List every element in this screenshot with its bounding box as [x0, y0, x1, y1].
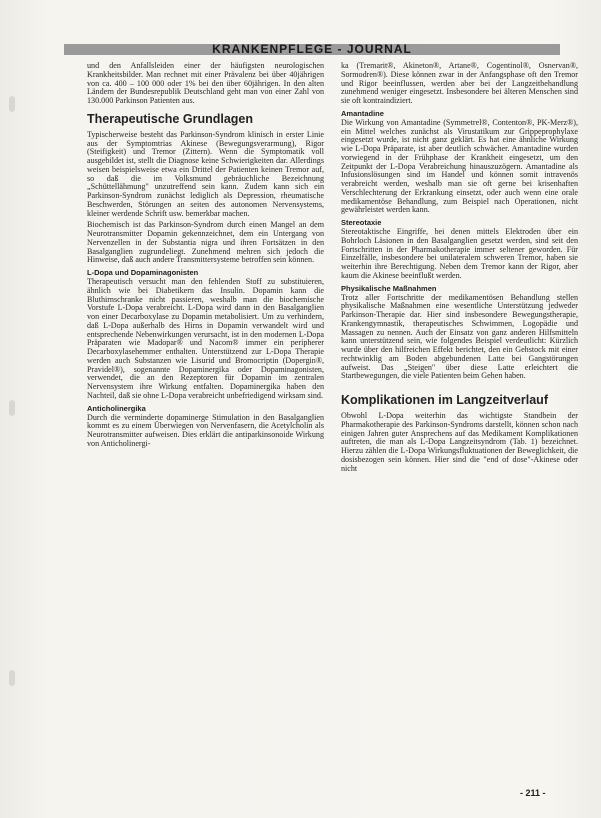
subheading-amantadine: Amantadine: [341, 108, 384, 118]
therapy-paragraph-2: Biochemisch ist das Parkinson-Syndrom durch einen Mangel an dem Neurotransmitter Dopamin gekennzeichnet, dem ein Untergang von Nervenzellen in der Substantia nigra und ihren Fortsätzen in den Basalganglien zugrundeliegt. Zunehmend mehren sich jedoch die Hinweise, daß auch andere Transmittersysteme betroffen sein können.: [87, 220, 324, 265]
subheading-physical: Physikalische Maßnahmen: [341, 283, 437, 293]
section-heading-complications: Komplikationen im Langzeitverlauf: [341, 393, 548, 407]
continuation-paragraph: ka (Tremarit®, Akineton®, Artane®, Cogentinol®, Osnervan®, Sormodren®). Diese können zwar in der Anfangsphase oft den Tremor und Rigor beeinflussen, werden aber bei der Langzeitbehandlung zunehmend weniger eingesetzt. Insbesondere bei älteren Menschen sind sie oft kontraindiziert.: [341, 61, 578, 105]
intro-paragraph: und den Anfallsleiden einer der häufigsten neurologischen Krankheitsbilder. Man rechnet mit einer Prävalenz bei über 40jährigen von ca. 400 – 100 000 oder 1% bei den über 60jährigen. In den alten Ländern der Bundesrepublik Deutschland geht man von einer Zahl von 130.000 Parkinson Patienten aus.: [87, 61, 324, 105]
complications-paragraph: Obwohl L-Dopa weiterhin das wichtigste Standbein der Pharmakotherapie des Parkinson-Syndroms darstellt, können schon nach einigen Jahren guter Ansprechens auf das Medikament Komplikationen auftreten, die man als L-Dopa Langzeitsyndrom (Tab. 1) bezeichnet. Hierzu zählen die L-Dopa Wirkungsfluktuationen der Beweglichkeit, die dosisbezogen sein können. Hier sind die "end of dose"-Akinese oder nicht: [341, 411, 578, 473]
journal-title: KRANKENPFLEGE - JOURNAL: [212, 42, 412, 56]
subheading-anticholinergika: Anticholinergika: [87, 403, 146, 413]
section-heading-therapy: Therapeutische Grundlagen: [87, 111, 254, 126]
punch-hole: [9, 670, 15, 686]
stereotaxie-paragraph: Stereotaktische Eingriffe, bei denen mittels Elektroden über ein Bohrloch Läsionen in den Basalganglien gesetzt werden, sind seit den Fortschritten in der Pharmakotherapie immer seltener geworden. Für Einzelfälle, insbesondere bei unilateralem schweren Tremor, haben sie weiterhin ihre Berechtigung. Neben dem Tremor kann der Rigor, aber kaum die Akinese beeinflußt werden.: [341, 227, 578, 280]
subheading-stereotaxie: Stereotaxie: [341, 218, 382, 227]
journal-header: [64, 44, 560, 55]
right-column: [341, 62, 578, 476]
punch-hole: [9, 96, 15, 112]
physical-paragraph: Trotz aller Fortschritte der medikamentösen Behandlung stellen physikalische Maßnahmen eine wesentliche Unterstützung jedweder Parkinson-Therapie dar. Hier sind insbesondere Bewegungstherapie, Krankengymnastik, therapeutisches Schwimmen, Logopädie und Massagen zu nennen. Auch der Einsatz von ganz anderen Hilfsmitteln kann unterstützend sein, wie folgendes Beispiel verdeutlicht: Kürzlich wurde über den hilfreichen Effekt berichtet, den ein Gehstock mit einer rechtwinklig am Boden abgebundenen Latte bei Gangstörungen aufweist. Das „Steigen" über diese Latte erleichtert die Startbewegungen, die viele Patienten beim Gehen haben.: [341, 292, 578, 381]
punch-hole: [9, 400, 15, 416]
page-number: - 211 -: [520, 788, 546, 798]
left-column: [87, 62, 324, 452]
therapy-paragraph-1: Typischerweise besteht das Parkinson-Syndrom klinisch in erster Linie aus der Symptomtrias Akinese (Bewegungsverarmung), Rigor (Steifigkeit) und Tremor (Zittern). Wenn die Symptomatik voll ausgebildet ist, stellt die Diagnose keine Schwierigkeiten dar. Allerdings weisen beispielsweise etwa ein Drittel der Patienten keinen Tremor auf, so daß die im Volksmund gebräuchliche Bezeichnung „Schüttellähmung" unzutreffend sein kann. Zudem kann sich ein Parkinson-Syndrom zunächst lediglich als Depression, rheumatische Beschwerden, Störungen an seiten des autonomen Nervensystems, kleiner werdende Schrift usw. bemerkbar machen.: [87, 129, 324, 218]
ldopa-paragraph: Therapeutisch versucht man den fehlenden Stoff zu substituieren, ähnlich wie bei Diabetikern das Insulin. Dopamin kann die Bluthirnschranke nicht passieren, weshalb man die biochemische Vorstufe L-Dopa verabreicht. L-Dopa wird dann in den Basalganglien von einer Decarboxylase zu Dopamin metabolisiert. Um zu verhindern, daß L-Dopa außerhalb des Hirns in Dopamin verwandelt wird und entsprechende Nebenwirkungen verursacht, ist in den modernen L-Dopa Präparaten wie Madopar® und Nacom® immer ein peripherer Decarboxylasehemmer enthalten. Unterstützend zur L-Dopa Therapie werden auch Substanzen wie Lisurid und Bromocriptin (Dopergin®, Pravidel®), sogenannte Dopaminergika oder Dopaminagonisten, verwendet, die an den Rezeptoren für Dopamin im zentralen Nervensystem ihre Wirkung entfalten. Dopaminergika haben den Nachteil, daß sie ohne L-Dopa verabreicht unbefriedigend wirksam sind.: [87, 277, 324, 400]
amantadine-paragraph: Die Wirkung von Amantadine (Symmetrel®, Contenton®, PK-Merz®), ein Mittel welches zunächst als Virustatikum zur Grippeprophylaxe eingesetzt wurde, ist nicht ganz geklärt. Es hat eine ähnliche Wirkung wie L-Dopa Präparate, ist aber deutlich schwächer. Amantadine wurden vorwiegend in der Frühphase der Krankheit eingesetzt, um den Zeitpunkt der L-Dopa Verabreichung hinauszuzögern. Amantadine als Infusionslösungen sind im Handel und können somit intravenös verabreicht werden, weshalb man sie oft gerne bei krisenhaften Verschlechterung der Erkrankung einsetzt, oder auch wenn eine orale medikamentöse Behandlung, zum Beispiel nach Operationen, nicht gewährleistet werden kann.: [341, 117, 578, 215]
anticholinergika-paragraph: Durch die verminderte dopaminerge Stimulation in den Basalganglien kommt es zu einem Überwiegen von Nervenfasern, die Acetylcholin als Neurotransmitter aufweisen. Dies erklärt die antiparkinsonoide Wirkung von Anticholinergi-: [87, 412, 324, 448]
subheading-ldopa: L-Dopa und Dopaminagonisten: [87, 268, 199, 277]
